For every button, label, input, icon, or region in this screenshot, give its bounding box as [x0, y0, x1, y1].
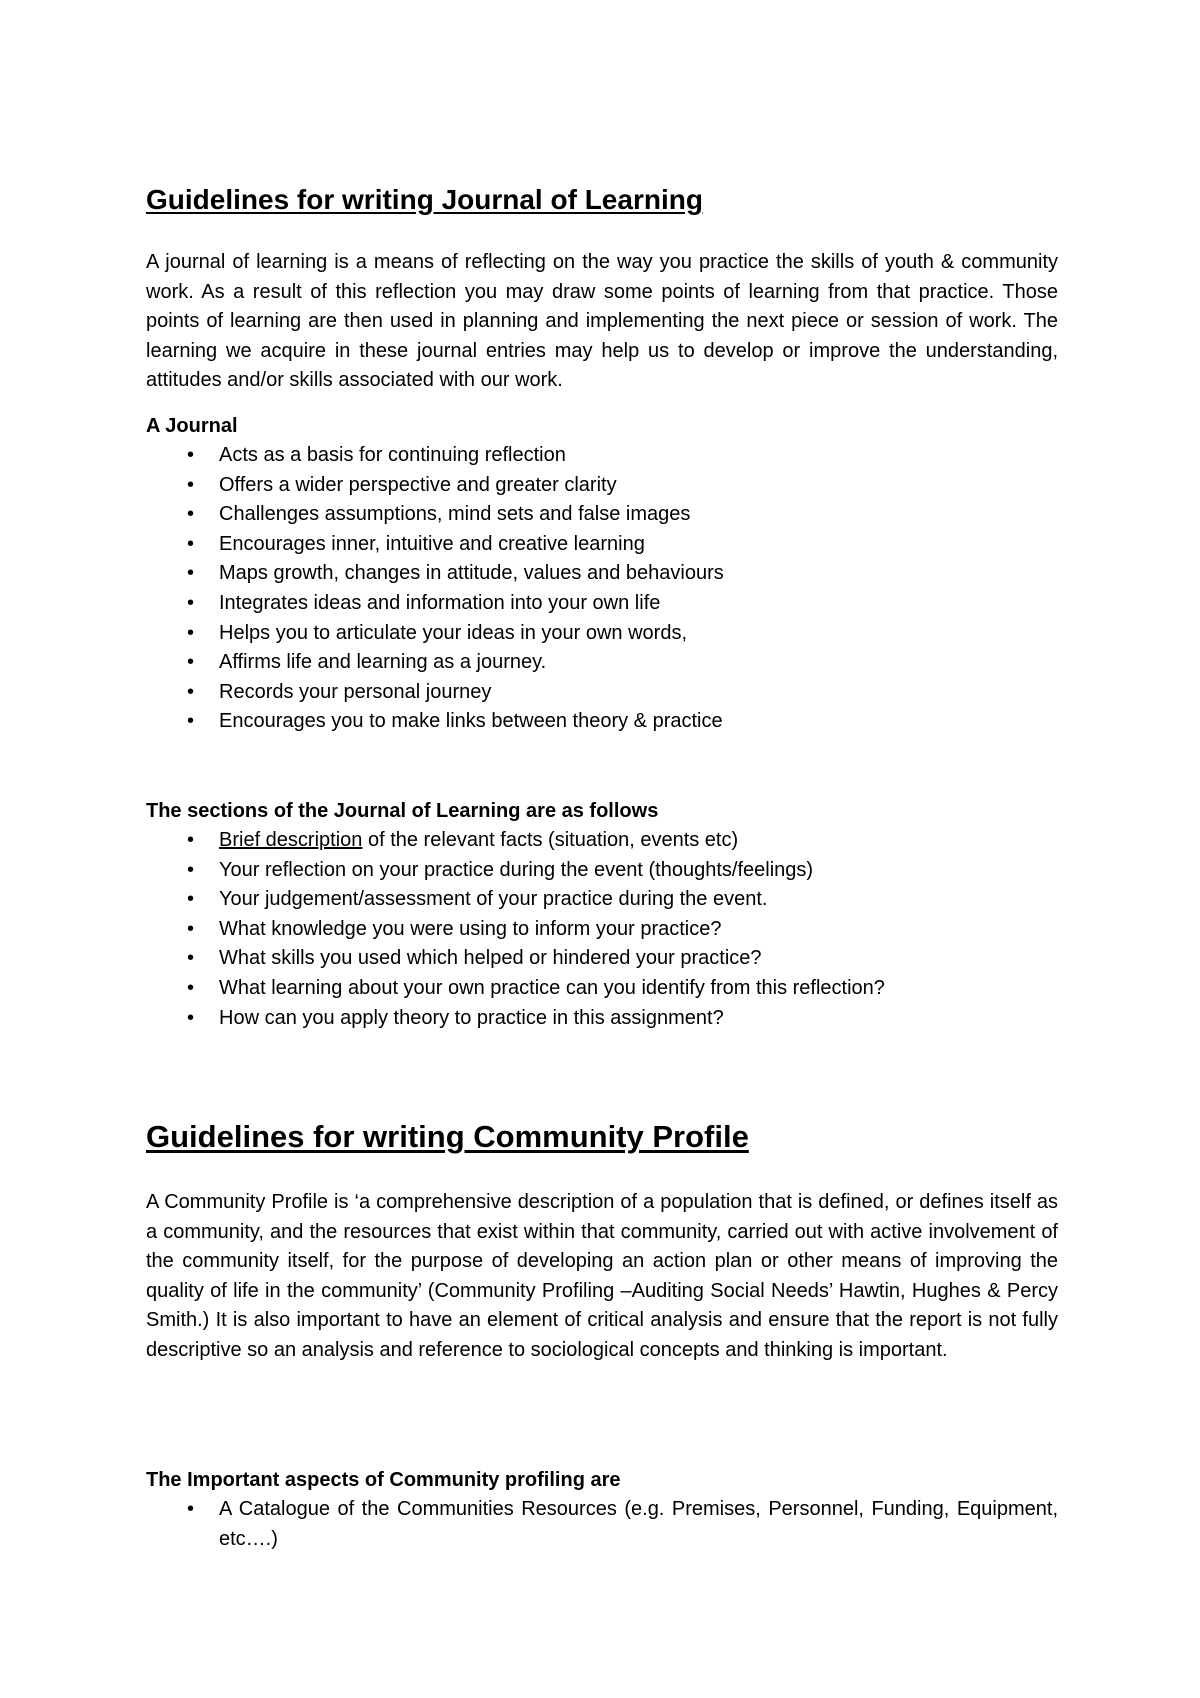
journal-list [146, 441, 1058, 737]
bullet-icon: • [187, 532, 195, 555]
bullet-icon: • [187, 917, 195, 940]
sections-list [146, 826, 1058, 1033]
bullet-icon: • [187, 858, 195, 881]
bullet-icon: • [187, 1006, 195, 1029]
list-item: • Encourages inner, intuitive and creative learning [146, 530, 1058, 560]
list-item: • Maps growth, changes in attitude, values and behaviours [146, 559, 1058, 589]
bullet-icon: • [187, 680, 195, 703]
list-item: • Records your personal journey [146, 678, 1058, 708]
aspects-heading: The Important aspects of Community profiling are [146, 1469, 621, 1491]
list-item: • Offers a wider perspective and greater clarity [146, 471, 1058, 501]
bullet-icon: • [187, 947, 195, 970]
bullet-icon: • [187, 621, 195, 644]
profile-intro: A Community Profile is ‘a comprehensive description of a population that is defined, or defines itself as a community, and the resources that exist within that community, carried out with active involvement of the community itself, for the purpose of developing an action plan or other means of improving the quality of life in the community’ (Community Profiling –Auditing Social Needs’ Hawtin, Hughes & Percy Smith.) It is also important to have an element of critical analysis and ensure that the report is not fully descriptive so an analysis and reference to sociological concepts and thinking is important. [146, 1191, 1058, 1361]
list-item: • Your judgement/assessment of your practice during the event. [146, 885, 1058, 915]
journal-title: Guidelines for writing Journal of Learning [146, 184, 703, 215]
bullet-icon: • [187, 829, 195, 851]
bullet-icon: • [187, 473, 195, 496]
bullet-icon: • [187, 1498, 195, 1520]
bullet-icon: • [187, 976, 195, 999]
list-item: • Encourages you to make links between theory & practice [146, 707, 1058, 737]
list-item: • What skills you used which helped or hindered your practice? [146, 944, 1058, 974]
list-item: • Integrates ideas and information into your own life [146, 589, 1058, 619]
list-item: • Helps you to articulate your ideas in your own words, [146, 619, 1058, 649]
journal-list-heading: A Journal [146, 415, 238, 437]
profile-title: Guidelines for writing Community Profile [146, 1119, 749, 1154]
journal-intro: A journal of learning is a means of reflecting on the way you practice the skills of youth & community work. As a result of this reflection you may draw some points of learning from that practice. Those points of learning are then used in planning and implementing the next piece or session of work. The learning we acquire in these journal entries may help us to develop or improve the understanding, attitudes and/or skills associated with our work. [146, 251, 1058, 392]
list-item: • A Catalogue of the Communities Resources (e.g. Premises, Personnel, Funding, Equipment, etc….) [146, 1495, 1058, 1554]
aspects-list [146, 1495, 1058, 1554]
list-item: • Affirms life and learning as a journey. [146, 648, 1058, 678]
bullet-icon: • [187, 562, 195, 585]
list-item: • Acts as a basis for continuing reflection [146, 441, 1058, 471]
bullet-icon: • [187, 710, 195, 733]
list-item: • Brief description of the relevant facts (situation, events etc) [146, 826, 1058, 856]
list-item: • What learning about your own practice can you identify from this reflection? [146, 974, 1058, 1004]
sections-heading: The sections of the Journal of Learning are as follows [146, 800, 659, 822]
bullet-icon: • [187, 444, 195, 466]
list-item: • What knowledge you were using to inform your practice? [146, 915, 1058, 945]
list-item: • Your reflection on your practice during the event (thoughts/feelings) [146, 856, 1058, 886]
list-item: • Challenges assumptions, mind sets and false images [146, 500, 1058, 530]
bullet-icon: • [187, 651, 195, 674]
bullet-icon: • [187, 503, 195, 526]
bullet-icon: • [187, 591, 195, 614]
underlined-term: Brief description [219, 829, 363, 851]
list-item: • How can you apply theory to practice in this assignment? [146, 1004, 1058, 1034]
bullet-icon: • [187, 888, 195, 911]
